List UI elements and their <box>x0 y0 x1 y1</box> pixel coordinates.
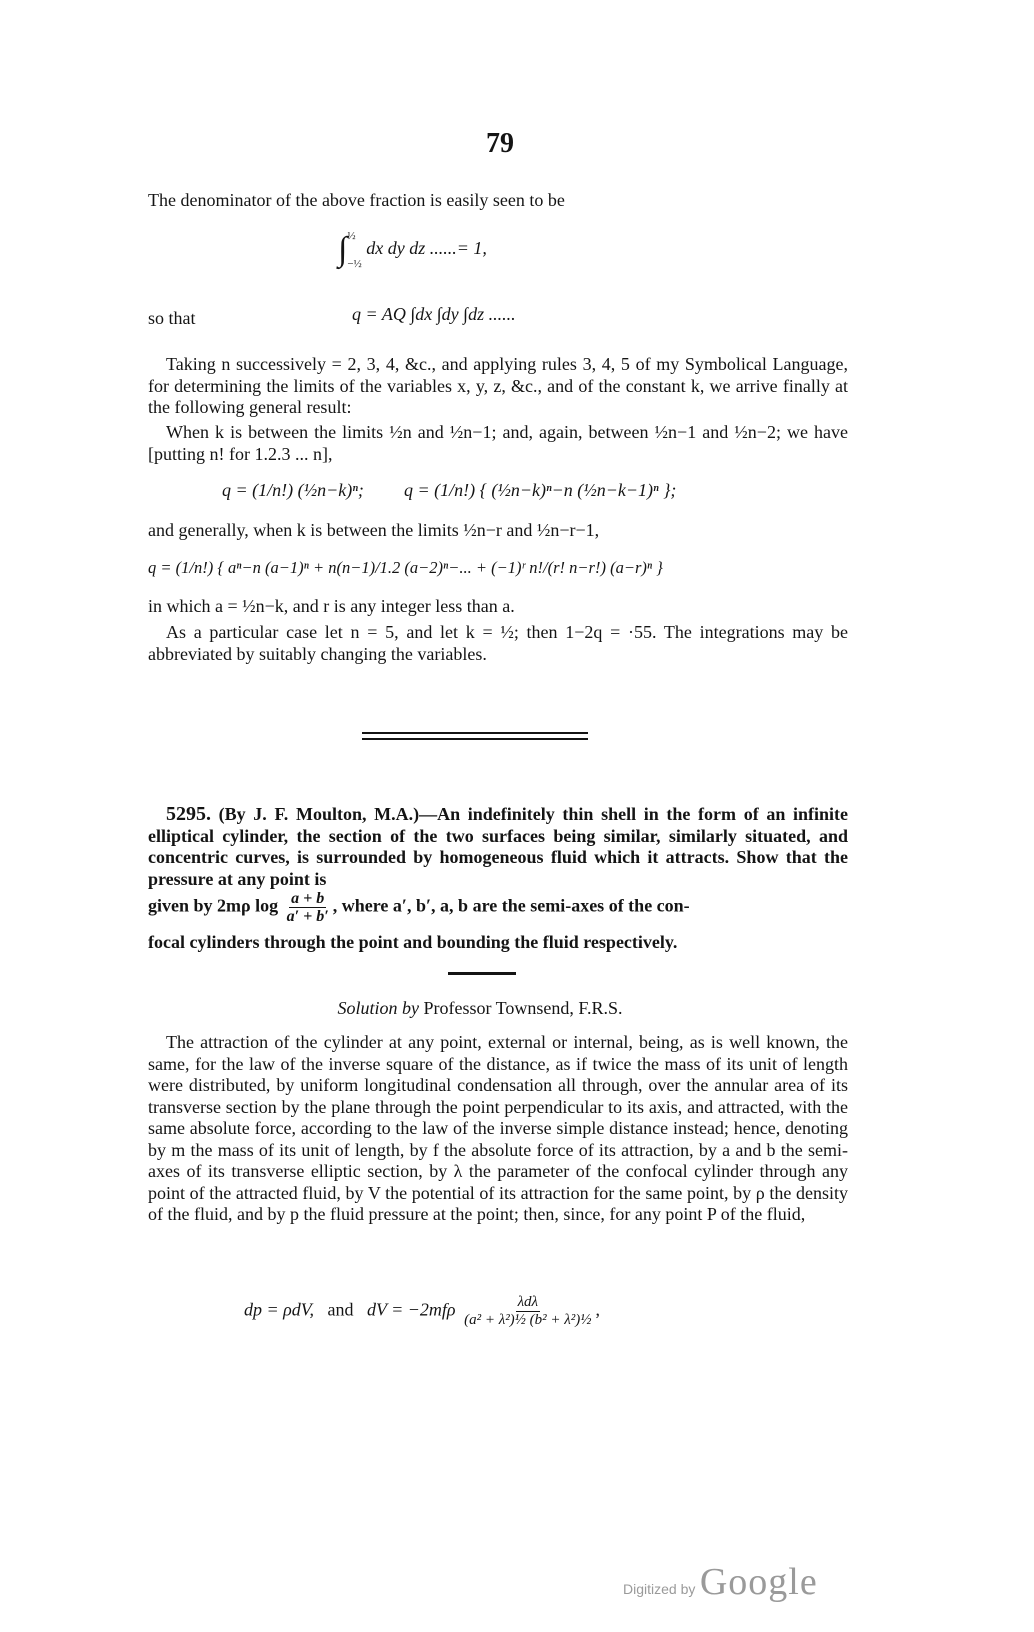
problem-author: (By J. F. Moulton, M.A.) <box>218 804 420 824</box>
intro-text: The denominator of the above fraction is easily seen to be <box>148 190 565 210</box>
problem-text-2b: , where a′, b′, a, b are the semi-axes of the con- <box>332 895 690 916</box>
solution-author: Professor Townsend, F.R.S. <box>423 998 623 1018</box>
limit-upper: ½ <box>347 230 356 242</box>
equation-3b: q = (1/n!) { (½n−k)ⁿ−n (½n−k−1)ⁿ }; <box>404 480 677 500</box>
paragraph-2: When k is between the limits ½n and ½n−1; and, again, between ½n−1 and ½n−2; we have [putting n! for 1.2.3 ... n], <box>148 422 848 464</box>
problem-line-formula <box>148 890 848 925</box>
equation-2: q = AQ ∫dx ∫dy ∫dz ...... <box>352 304 516 324</box>
problem-statement <box>148 804 848 890</box>
solution-text: The attraction of the cylinder at any point, external or internal, being, as is well known, the same, for the law of the inverse square of the distance, as if twice the mass of its unit of length were distributed, by uniform longitudinal condensation all through, over the annular area of its transverse section by the plane through the point perpendicular to its axis, and attracted, with the same absolute force, according to the law of the inverse simple distance instead; hence, denoting by m the mass of its unit of length, by f the absolute force of its attraction, by a and b the semi-axes of its transverse elliptic section, by λ the parameter of the confocal cylinder through any point of the attracted fluid, by V the potential of its attraction for the same point, by ρ the density of the fluid, and by p the fluid pressure at the point; then, since, for any point P of the fluid, <box>148 1032 848 1224</box>
equation-denominator: ∫ ½ −½ dx dy dz ......= 1, <box>338 222 487 278</box>
paragraph-4: in which a = ½n−k, and r is any integer less than a. <box>148 596 515 616</box>
equation-5-right: dV = −2mfρ <box>366 1299 456 1320</box>
google-logo-text: Google <box>699 1561 818 1603</box>
short-rule <box>448 972 516 975</box>
equation-1-text: dx dy dz ......= 1, <box>366 238 487 259</box>
watermark-small-text: Digitized by <box>623 1581 696 1597</box>
problem-frac-num: a + b <box>291 890 325 907</box>
so-that-label: so that <box>148 308 196 328</box>
digitized-watermark <box>623 1560 818 1604</box>
solution-heading <box>0 998 960 1019</box>
problem-frac-den: a′ + b′ <box>286 908 329 925</box>
paragraph-1: Taking n successively = 2, 3, 4, &c., and applying rules 3, 4, 5 of my Symbolical Language, for determining the limits of the variables x, y, z, &c., and of the constant k, we arrive finally at the following general result: <box>148 354 848 417</box>
page-number: 79 <box>486 128 514 159</box>
solution-by-label: Solution by <box>337 998 419 1018</box>
separator-rule-bottom <box>362 738 588 740</box>
equation-5-num: λdλ <box>517 1294 539 1310</box>
limit-lower: −½ <box>347 258 362 270</box>
equation-4: q = (1/n!) { aⁿ−n (a−1)ⁿ + n(n−1)/1.2 (a−2)ⁿ−... + (−1)ʳ n!/(r! n−r!) (a−r)ⁿ } <box>148 558 663 577</box>
problem-number: 5295. <box>166 803 211 825</box>
problem-text-2a: given by 2mρ log <box>148 895 279 916</box>
equation-5-left: dp = ρdV, <box>244 1299 314 1320</box>
problem-text-1: —An indefinitely thin shell in the form of an infinite elliptical cylinder, the section of the two surfaces being similar, similarly situated, and concentric curves, is surrounded by homogeneous fluid which it attracts. Show that the pressure at any point is <box>148 804 849 889</box>
paragraph-3: and generally, when k is between the limits ½n−r and ½n−r−1, <box>148 520 600 540</box>
equation-5-and: and <box>327 1299 354 1320</box>
separator-rule-top <box>362 732 588 734</box>
equation-3a: q = (1/n!) (½n−k)ⁿ; <box>222 480 364 500</box>
equation-5: dp = ρdV, and dV = −2mfρ $\frac{\text{λdλ}}{\text{(a² + λ²)½ (b² + λ²)½}}$ , <box>244 1294 601 1328</box>
equation-5-den: (a² + λ²)½ (b² + λ²)½ <box>464 1312 592 1328</box>
paragraph-5: As a particular case let n = 5, and let k = ½; then 1−2q = ·55. The integrations may be abbreviated by suitably changing the variables. <box>148 622 848 664</box>
problem-text-3: focal cylinders through the point and bounding the fluid respectively. <box>148 932 678 952</box>
